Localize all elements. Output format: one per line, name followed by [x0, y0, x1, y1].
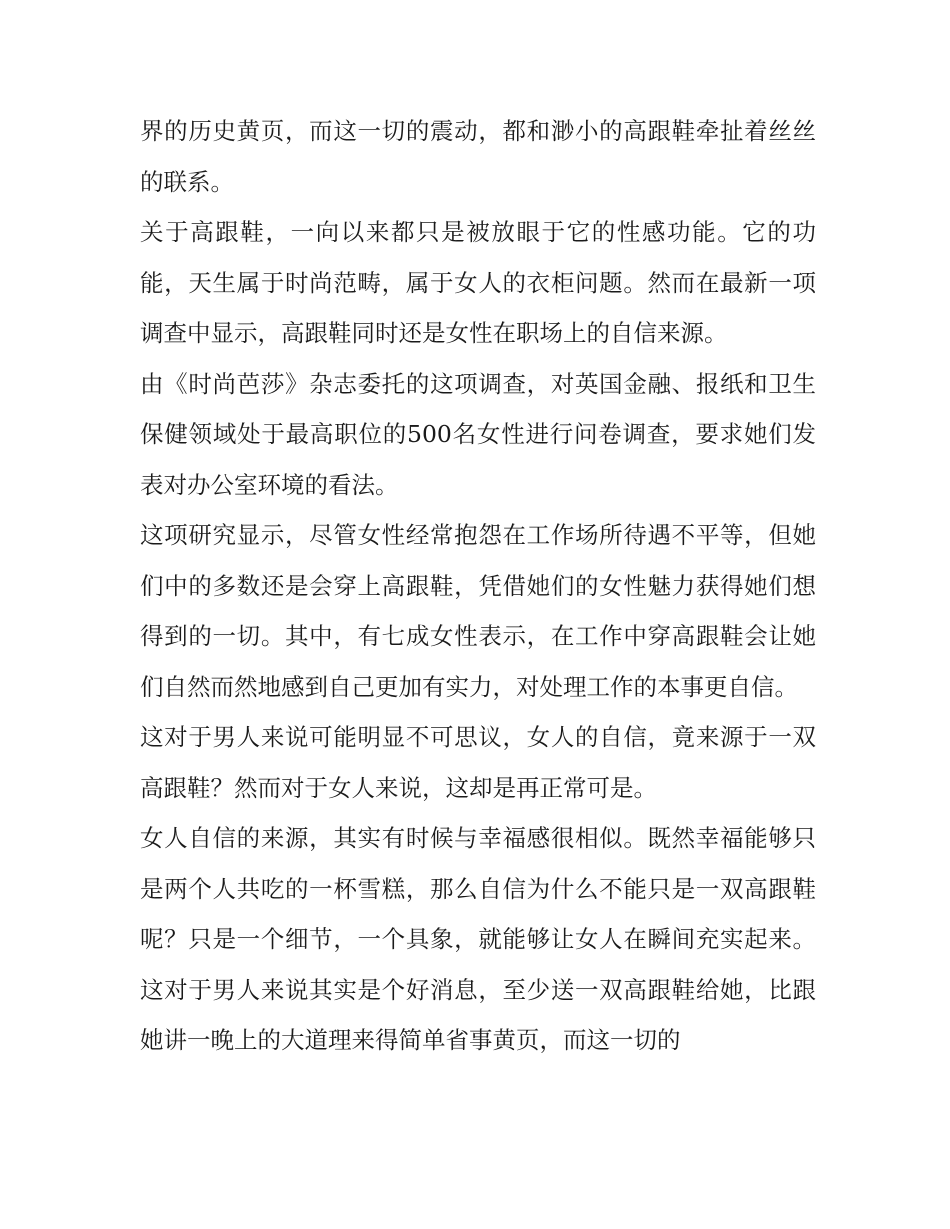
paragraph-4: 这项研究显示，尽管女性经常抱怨在工作场所待遇不平等，但她们中的多数还是会穿上高跟鞋，凭借她们的女性魅力获得她们想得到的一切。其中，有七成女性表示，在工作中穿高跟鞋会让她们自然而然地感到自己更加有实力，对处理工作的本事更自信。 — [140, 521, 816, 701]
paragraph-6: 女人自信的来源，其实有时候与幸福感很相似。既然幸福能够只是两个人共吃的一杯雪糕，那么自信为什么不能只是一双高跟鞋呢？只是一个细节，一个具象，就能够让女人在瞬间充实起来。这对于男人来说其实是个好消息，至少送一双高跟鞋给她，比跟她讲一晚上的大道理来得简单省事黄页，而这一切的 — [140, 824, 816, 1054]
paragraph-3: 由《时尚芭莎》杂志委托的这项调查，对英国金融、报纸和卫生保健领域处于最高职位的500名女性进行问卷调查，要求她们发表对办公室环境的看法。 — [140, 369, 816, 499]
paragraph-2: 关于高跟鞋，一向以来都只是被放眼于它的性感功能。它的功能，天生属于时尚范畴，属于女人的衣柜问题。然而在最新一项调查中显示，高跟鞋同时还是女性在职场上的自信来源。 — [140, 218, 816, 347]
paragraph-1: 界的历史黄页，而这一切的震动，都和渺小的高跟鞋牵扯着丝丝的联系。 — [140, 117, 816, 196]
document-body — [140, 106, 816, 1066]
paragraph-5: 这对于男人来说可能明显不可思议，女人的自信，竟来源于一双高跟鞋？然而对于女人来说，这却是再正常可是。 — [140, 723, 816, 802]
